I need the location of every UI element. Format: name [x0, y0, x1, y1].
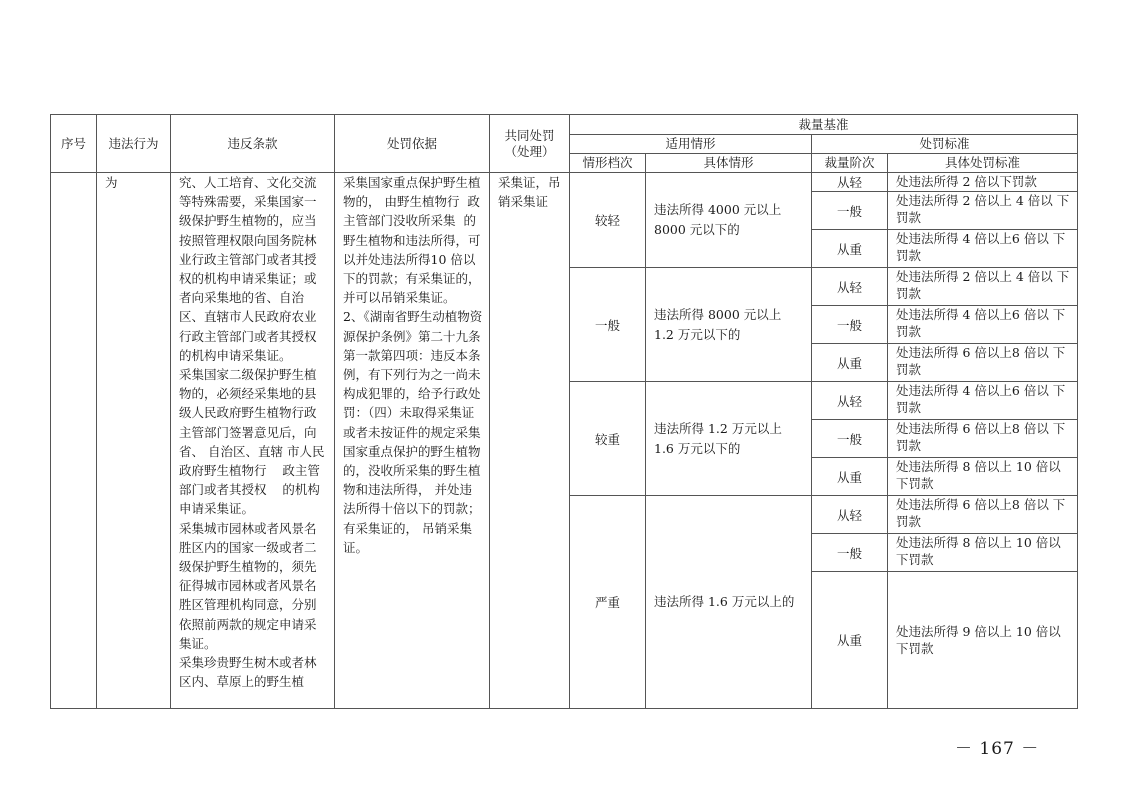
header-common: [490, 115, 570, 173]
stage-cell: 从轻: [812, 173, 888, 192]
header-violated: 违反条款: [171, 115, 335, 173]
header-common-line1: 共同处罚: [504, 127, 555, 143]
standard-cell: 处违法所得 2 倍以上 4 倍以 下罚款: [888, 268, 1078, 306]
behavior-cell: [97, 173, 171, 709]
standard-cell: 处违法所得 6 倍以上8 倍以 下罚款: [888, 496, 1078, 534]
standard-cell: 处违法所得 6 倍以上8 倍以 下罚款: [888, 344, 1078, 382]
header-discretion: 裁量基准: [570, 115, 1078, 135]
stage-cell: 从重: [812, 344, 888, 382]
stage-cell: 一般: [812, 306, 888, 344]
level-cell: 较轻: [570, 173, 646, 268]
seq-cell: [51, 173, 97, 709]
standard-cell: 处违法所得 8 倍以上 10 倍以 下罚款: [888, 458, 1078, 496]
stage-cell: 从轻: [812, 382, 888, 420]
page-number: － 167 －: [955, 739, 1040, 759]
header-common-line2: （处理）: [504, 143, 555, 159]
header-standard: 处罚标准: [812, 135, 1078, 154]
stage-cell: 一般: [812, 534, 888, 572]
standard-cell: 处违法所得 9 倍以上 10 倍以 下罚款: [888, 572, 1078, 709]
standard-cell: 处违法所得 4 倍以上6 倍以 下罚款: [888, 382, 1078, 420]
header-detail: 具体处罚标准: [888, 154, 1078, 173]
penalty-table: [50, 114, 1078, 709]
stage-cell: 一般: [812, 420, 888, 458]
stage-cell: 从重: [812, 230, 888, 268]
stage-cell: 从重: [812, 572, 888, 709]
common-text: 采集证，吊销采集证: [498, 175, 561, 210]
level-cell: 一般: [570, 268, 646, 382]
header-situation: 具体情形: [646, 154, 812, 173]
common-cell: [490, 173, 570, 709]
violated-text: 究、人工培育、文化交流等特殊需要，采集国家一级保护野生植物的，应当按照管理权限向国务院林业行政主管部门或者其授权的机构申请采集证；或者向采集地的省、自治区、直辖市人民政府农业行政主管部门或者其授权的机构申请采集证。 采集国家二级保护野生植物的，必须经采集地的县级人民政府野生植物行政主管部门签署意见后，向省、 自治区、直辖 市人民政府野生植物行 政主管部门或者其授权 的机构申请采集证。 采集城市园林或者风景名胜区内的国家一级或者二级保护野生植物的，须先征得城市园林或者风景名胜区管理机构同意，分别依照前两款的规定申请采集证。 采集珍贵野生树木或者林区内、草原上的野生植: [179, 175, 325, 690]
header-basis: 处罚依据: [335, 115, 490, 173]
violated-cell: [171, 173, 335, 709]
situation-cell: 违法所得 8000 元以上 1.2 万元以下的: [646, 268, 812, 382]
behavior-text: 为: [105, 175, 118, 190]
header-behavior: 违法行为: [97, 115, 171, 173]
standard-cell: 处违法所得 2 倍以上 4 倍以 下罚款: [888, 192, 1078, 230]
level-cell: 较重: [570, 382, 646, 496]
level-cell: 严重: [570, 496, 646, 709]
basis-text: 采集国家重点保护野生植物的， 由野生植物行 政主管部门没收所采集 的野生植物和违法所得，可以并处违法所得10 倍以下的罚款；有采集证的， 并可以吊销采集证。 2、《湖南省野生动植物资源保护条例》第二十九条第一款第四项：违反本条例，有下列行为之一尚未构成犯罪的，给予行政处罚：（四）未取得采集证或者未按证件的规定采集国家重点保护的野生植物的，没收所采集的野生植物和违法所得， 并处违法所得十倍以下的罚款；有采集证的， 吊销采集证。: [343, 175, 483, 555]
stage-cell: 从重: [812, 458, 888, 496]
stage-cell: 从轻: [812, 496, 888, 534]
header-level: 情形档次: [570, 154, 646, 173]
situation-cell: 违法所得 4000 元以上 8000 元以下的: [646, 173, 812, 268]
header-applicable: 适用情形: [570, 135, 812, 154]
standard-cell: 处违法所得 8 倍以上 10 倍以 下罚款: [888, 534, 1078, 572]
standard-cell: 处违法所得 6 倍以上8 倍以 下罚款: [888, 420, 1078, 458]
standard-cell: 处违法所得 2 倍以下罚款: [888, 173, 1078, 192]
header-stage: 裁量阶次: [812, 154, 888, 173]
stage-cell: 一般: [812, 192, 888, 230]
stage-cell: 从轻: [812, 268, 888, 306]
situation-cell: 违法所得 1.6 万元以上的: [646, 496, 812, 709]
standard-cell: 处违法所得 4 倍以上6 倍以 下罚款: [888, 230, 1078, 268]
situation-cell: 违法所得 1.2 万元以上 1.6 万元以下的: [646, 382, 812, 496]
standard-cell: 处违法所得 4 倍以上6 倍以 下罚款: [888, 306, 1078, 344]
basis-cell: [335, 173, 490, 709]
header-seq: 序号: [51, 115, 97, 173]
